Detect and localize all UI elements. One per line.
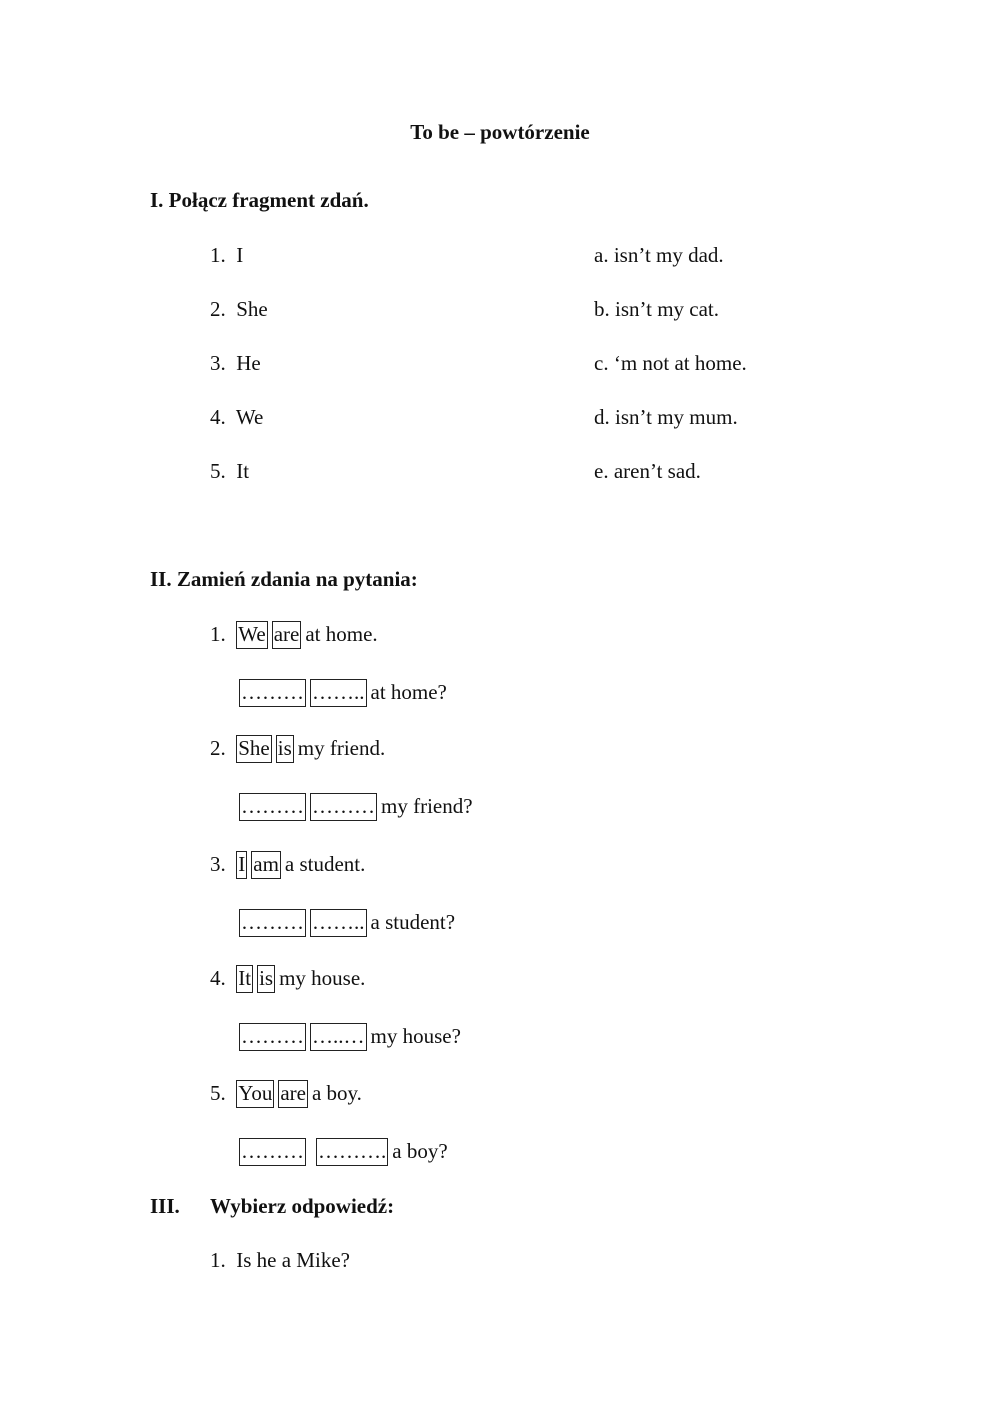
match-right-item: c. ‘m not at home.	[594, 351, 747, 375]
question-row	[239, 1138, 448, 1166]
item-number: 5.	[210, 1081, 226, 1105]
section-1-heading: I. Połącz fragment zdań.	[150, 188, 369, 212]
sentence-row	[210, 735, 385, 763]
item-number: 1.	[210, 622, 226, 646]
question-row	[239, 1023, 461, 1051]
sentence-row	[210, 621, 378, 649]
section-2-heading: II. Zamień zdania na pytania:	[150, 567, 418, 591]
item-number: 5.	[210, 459, 226, 483]
boxed-word: I	[236, 851, 247, 879]
sentence-rest: at home.	[305, 622, 378, 646]
match-left-item	[210, 245, 243, 266]
boxed-word: She	[236, 735, 272, 763]
item-number: 2.	[210, 736, 226, 760]
question-rest: my house?	[370, 1024, 461, 1048]
match-right-item: a. isn’t my dad.	[594, 243, 724, 267]
answer-blank[interactable]: ………	[239, 1023, 306, 1051]
sentence-rest: a student.	[284, 852, 366, 876]
item-number: 4.	[210, 966, 226, 990]
item-number: 3.	[210, 351, 226, 375]
answer-blank[interactable]: …..…	[310, 1023, 367, 1051]
boxed-word: are	[272, 621, 302, 649]
item-text: He	[236, 351, 261, 375]
answer-blank[interactable]: ……..	[310, 909, 367, 937]
answer-blank[interactable]: ………	[239, 909, 306, 937]
boxed-word: You	[236, 1080, 274, 1108]
item-number: 3.	[210, 852, 226, 876]
sentence-rest: a boy.	[311, 1081, 362, 1105]
boxed-word: are	[278, 1080, 308, 1108]
match-right-item: d. isn’t my mum.	[594, 405, 738, 429]
item-number: 2.	[210, 297, 226, 321]
sentence-row	[210, 965, 365, 993]
answer-blank[interactable]: ……..	[310, 679, 367, 707]
question-rest: a student?	[370, 910, 456, 934]
answer-blank[interactable]: ……….	[316, 1138, 388, 1166]
sentence-row	[210, 1080, 362, 1108]
answer-blank[interactable]: ………	[239, 679, 306, 707]
question-row	[239, 909, 455, 937]
section-3-numeral: III.	[150, 1194, 180, 1218]
item-text: We	[235, 405, 264, 429]
answer-blank[interactable]: ………	[239, 1138, 306, 1166]
question-rest: my friend?	[381, 794, 473, 818]
page-title: To be – powtórzenie	[410, 120, 590, 144]
item-text: It	[236, 459, 250, 483]
boxed-word: is	[257, 965, 275, 993]
item-number: 1.	[210, 243, 226, 267]
question-rest: at home?	[370, 680, 447, 704]
match-left-item	[210, 353, 261, 374]
boxed-word: am	[251, 851, 281, 879]
answer-blank[interactable]: ………	[310, 793, 377, 821]
sentence-row	[210, 851, 365, 879]
item-text: She	[236, 297, 268, 321]
question-row	[239, 679, 447, 707]
item-number: 1.	[210, 1248, 226, 1272]
boxed-word: It	[236, 965, 253, 993]
section-3-heading: Wybierz odpowiedź:	[210, 1194, 395, 1218]
item-text: Is he a Mike?	[236, 1248, 350, 1272]
match-right-item: b. isn’t my cat.	[594, 297, 720, 321]
match-left-item	[210, 461, 249, 482]
question-rest: a boy?	[392, 1139, 448, 1163]
boxed-word: is	[276, 735, 294, 763]
answer-blank[interactable]: ………	[239, 793, 306, 821]
choice-question	[210, 1250, 350, 1271]
item-number: 4.	[210, 405, 226, 429]
sentence-rest: my friend.	[297, 736, 386, 760]
match-left-item	[210, 407, 263, 428]
match-right-item: e. aren’t sad.	[594, 459, 701, 483]
item-text: I	[236, 243, 244, 267]
match-left-item	[210, 299, 268, 320]
question-row	[239, 793, 473, 821]
sentence-rest: my house.	[279, 966, 366, 990]
boxed-word: We	[236, 621, 267, 649]
